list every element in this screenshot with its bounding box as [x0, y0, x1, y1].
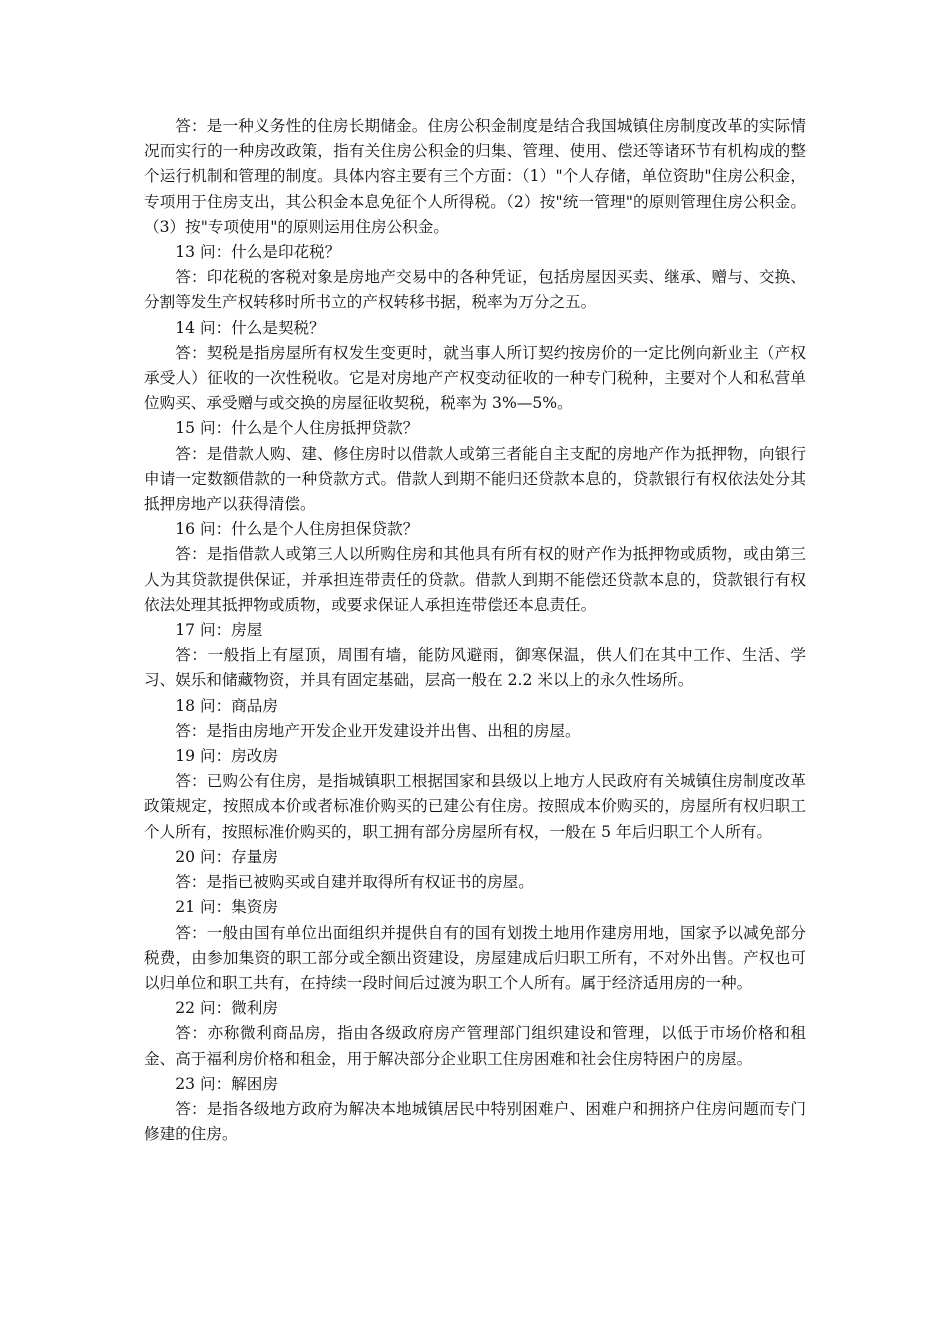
question-heading: 18 问：商品房: [175, 696, 278, 715]
answer-paragraph: 答：是指各级地方政府为解决本地城镇居民中特别困难户、困难户和拥挤户住房问题而专门修建的住房。: [144, 1099, 806, 1144]
question-heading: 15 问：什么是个人住房抵押贷款？: [175, 419, 419, 438]
answer-paragraph: 答：印花税的客税对象是房地产交易中的各种凭证，包括房屋因买卖、继承、赠与、交换、分割等发生产权转移时所书立的产权转移书据，税率为万分之五。: [144, 268, 806, 312]
answer-paragraph: 答：已购公有住房，是指城镇职工根据国家和县级以上地方人民政府有关城镇住房制度改革政策规定，按照成本价或者标准价购买的已建公有住房。按照成本价购买的，房屋所有权归职工个人所有，按照标准价购买的，职工拥有部分房屋所有权，一般在 5 年后归职工个人所有。: [144, 772, 806, 841]
answer-paragraph: 答：是一种义务性的住房长期储金。住房公积金制度是结合我国城镇住房制度改革的实际情况而实行的一种房改政策，指有关住房公积金的归集、管理、使用、偿还等诸环节有机构成的整个运行机制和管理的制度。具体内容主要有三个方面：（1）"个人存储，单位资助"住房公积金，专项用于住房支出，其公积金本息免征个人所得税。（2）按"统一管理"的原则管理住房公积金。（3）按"专项使用"的原则运用住房公积金。: [144, 117, 806, 236]
answer-paragraph: 答：一般指上有屋顶，周围有墙，能防风避雨，御寒保温，供人们在其中工作、生活、学习、娱乐和储藏物资，并具有固定基础，层高一般在 2.2 米以上的永久性场所。: [144, 646, 806, 690]
answer-paragraph: 答：一般由国有单位出面组织并提供自有的国有划拨土地用作建房用地，国家予以减免部分税费，由参加集资的职工部分或全额出资建设，房屋建成后归职工所有，不对外出售。产权也可以归单位和职工共有，在持续一段时间后过渡为职工个人所有。属于经济适用房的一种。: [144, 923, 806, 992]
question-heading: 13 问：什么是印花税？: [175, 243, 341, 262]
answer-paragraph: 答：是借款人购、建、修住房时以借款人或第三者能自主支配的房地产作为抵押物，向银行申请一定数额借款的一种贷款方式。借款人到期不能归还贷款本息的，贷款银行有权依法处分其抵押房地产以获得清偿。: [144, 444, 806, 514]
question-heading: 16 问：什么是个人住房担保贷款？: [175, 520, 419, 539]
question-heading: 23 问：解困房: [175, 1074, 278, 1093]
question-heading: 14 问：什么是契税？: [175, 318, 325, 337]
document-body: [144, 114, 806, 1147]
answer-paragraph: 答：亦称微利商品房，指由各级政府房产管理部门组织建设和管理，以低于市场价格和租金、高于福利房价格和租金，用于解决部分企业职工住房困难和社会住房特困户的房屋。: [144, 1024, 806, 1068]
answer-paragraph: 答：是指由房地产开发企业开发建设并出售、出租的房屋。: [175, 721, 581, 740]
answer-paragraph: 答：是指借款人或第三人以所购住房和其他具有所有权的财产作为抵押物或质物，或由第三人为其贷款提供保证，并承担连带责任的贷款。借款人到期不能偿还贷款本息的，贷款银行有权依法处理其抵押物或质物，或要求保证人承担连带偿还本息责任。: [144, 545, 806, 614]
answer-paragraph: 答：契税是指房屋所有权发生变更时，就当事人所订契约按房价的一定比例向新业主（产权承受人）征收的一次性税收。它是对房地产产权变动征收的一种专门税种，主要对个人和私营单位购买、承受赠与或交换的房屋征收契税，税率为 3%—5%。: [144, 343, 806, 413]
question-heading: 17 问：房屋: [175, 621, 263, 640]
question-heading: 21 问：集资房: [175, 898, 278, 917]
answer-paragraph: 答：是指已被购买或自建并取得所有权证书的房屋。: [175, 873, 534, 892]
question-heading: 20 问：存量房: [175, 847, 278, 866]
question-heading: 22 问：微利房: [175, 999, 278, 1018]
question-heading: 19 问：房改房: [175, 747, 278, 766]
